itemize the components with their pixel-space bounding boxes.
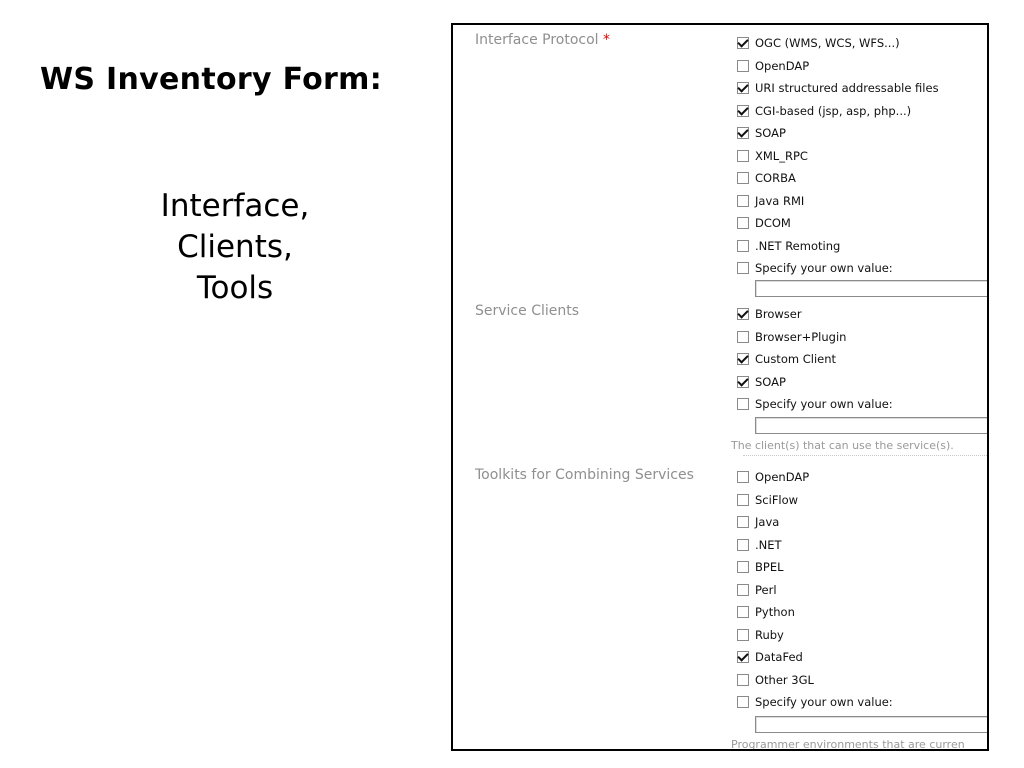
checkbox-unchecked-icon[interactable] xyxy=(737,262,749,274)
checkbox-unchecked-icon[interactable] xyxy=(737,60,749,72)
checkbox-checked-icon[interactable] xyxy=(737,37,749,49)
checkbox-checked-icon[interactable] xyxy=(737,127,749,139)
service-clients-option[interactable] xyxy=(737,329,846,345)
checkbox-unchecked-icon[interactable] xyxy=(737,516,749,528)
toolkits-option[interactable] xyxy=(737,604,795,620)
service-clients-own-value-input[interactable] xyxy=(755,417,989,434)
checkbox-checked-icon[interactable] xyxy=(737,651,749,663)
toolkits-own-value-input[interactable] xyxy=(755,716,989,733)
toolkits-option[interactable] xyxy=(737,649,803,665)
checkbox-unchecked-icon[interactable] xyxy=(737,398,749,410)
option-label: Specify your own value: xyxy=(755,695,893,709)
form-screenshot-panel xyxy=(451,23,989,751)
checkbox-unchecked-icon[interactable] xyxy=(737,696,749,708)
toolkits-option[interactable] xyxy=(737,469,809,485)
option-label: Other 3GL xyxy=(755,672,814,687)
option-label: Specify your own value: xyxy=(755,261,893,275)
subtitle-line: Clients, xyxy=(177,229,293,265)
slide-title: WS Inventory Form: xyxy=(40,62,383,97)
service-clients-help-text: The client(s) that can use the service(s). xyxy=(731,439,954,452)
subtitle-line: Tools xyxy=(196,270,274,306)
option-label: SOAP xyxy=(755,126,786,140)
interface-protocol-option[interactable] xyxy=(737,260,893,276)
slide-subtitle xyxy=(110,186,360,309)
interface-protocol-own-value-input[interactable] xyxy=(755,280,989,297)
toolkits-option[interactable] xyxy=(737,492,798,508)
interface-protocol-option[interactable] xyxy=(737,80,939,96)
option-label: OGC (WMS, WCS, WFS...) xyxy=(755,36,900,50)
checkbox-checked-icon[interactable] xyxy=(737,376,749,388)
option-label: Custom Client xyxy=(755,352,837,366)
toolkits-option[interactable] xyxy=(737,672,814,688)
required-mark: * xyxy=(603,32,610,48)
checkbox-unchecked-icon[interactable] xyxy=(737,584,749,596)
interface-protocol-option[interactable] xyxy=(737,58,809,74)
checkbox-unchecked-icon[interactable] xyxy=(737,240,749,252)
option-label: DCOM xyxy=(755,216,791,230)
checkbox-unchecked-icon[interactable] xyxy=(737,629,749,641)
interface-protocol-label: Interface Protocol * xyxy=(475,32,610,48)
option-label: OpenDAP xyxy=(755,470,810,484)
checkbox-unchecked-icon[interactable] xyxy=(737,539,749,551)
option-label: Browser+Plugin xyxy=(755,329,847,344)
toolkits-option[interactable] xyxy=(737,559,784,575)
option-label: BPEL xyxy=(755,560,784,574)
option-label: Specify your own value: xyxy=(755,397,893,411)
option-label: Perl xyxy=(755,582,777,597)
interface-protocol-option[interactable] xyxy=(737,193,804,209)
interface-protocol-option[interactable] xyxy=(737,238,840,254)
checkbox-unchecked-icon[interactable] xyxy=(737,471,749,483)
checkbox-unchecked-icon[interactable] xyxy=(737,606,749,618)
interface-protocol-option[interactable] xyxy=(737,170,796,186)
service-clients-option[interactable] xyxy=(737,396,893,412)
option-label: SOAP xyxy=(755,374,786,389)
interface-protocol-option[interactable] xyxy=(737,125,786,141)
interface-protocol-option[interactable] xyxy=(737,103,911,119)
option-label: XML_RPC xyxy=(755,148,808,163)
checkbox-unchecked-icon[interactable] xyxy=(737,494,749,506)
checkbox-checked-icon[interactable] xyxy=(737,82,749,94)
option-label: Browser xyxy=(755,307,802,321)
option-label: Java xyxy=(755,515,780,529)
option-label: Ruby xyxy=(755,627,784,642)
option-label: Python xyxy=(755,605,795,619)
checkbox-checked-icon[interactable] xyxy=(737,105,749,117)
option-label: .NET Remoting xyxy=(755,238,841,253)
checkbox-unchecked-icon[interactable] xyxy=(737,195,749,207)
toolkits-option[interactable] xyxy=(737,694,893,710)
toolkits-option[interactable] xyxy=(737,537,782,553)
checkbox-unchecked-icon[interactable] xyxy=(737,331,749,343)
toolkits-option[interactable] xyxy=(737,582,777,598)
toolkits-help-text: Programmer environments that are curren xyxy=(731,738,965,751)
option-label: DataFed xyxy=(755,650,803,664)
option-label: Java RMI xyxy=(755,193,805,208)
interface-protocol-option[interactable] xyxy=(737,148,808,164)
option-label: CGI-based (jsp, asp, php...) xyxy=(755,103,912,118)
service-clients-option[interactable] xyxy=(737,351,836,367)
checkbox-checked-icon[interactable] xyxy=(737,353,749,365)
service-clients-option[interactable] xyxy=(737,306,802,322)
toolkits-option[interactable] xyxy=(737,627,784,643)
toolkits-label: Toolkits for Combining Services xyxy=(475,467,694,483)
checkbox-unchecked-icon[interactable] xyxy=(737,172,749,184)
checkbox-unchecked-icon[interactable] xyxy=(737,674,749,686)
checkbox-unchecked-icon[interactable] xyxy=(737,150,749,162)
interface-protocol-option[interactable] xyxy=(737,215,791,231)
option-label: URI structured addressable files xyxy=(755,81,939,95)
option-label: .NET xyxy=(755,537,782,552)
option-label: CORBA xyxy=(755,171,796,185)
toolkits-option[interactable] xyxy=(737,514,779,530)
checkbox-checked-icon[interactable] xyxy=(737,308,749,320)
option-label: SciFlow xyxy=(755,492,799,507)
subtitle-line: Interface, xyxy=(160,188,310,224)
service-clients-label: Service Clients xyxy=(475,303,580,319)
service-clients-option[interactable] xyxy=(737,374,786,390)
checkbox-unchecked-icon[interactable] xyxy=(737,217,749,229)
checkbox-unchecked-icon[interactable] xyxy=(737,561,749,573)
interface-protocol-option[interactable] xyxy=(737,35,900,51)
option-label: OpenDAP xyxy=(755,58,810,73)
clipped-text-edge xyxy=(743,455,989,459)
